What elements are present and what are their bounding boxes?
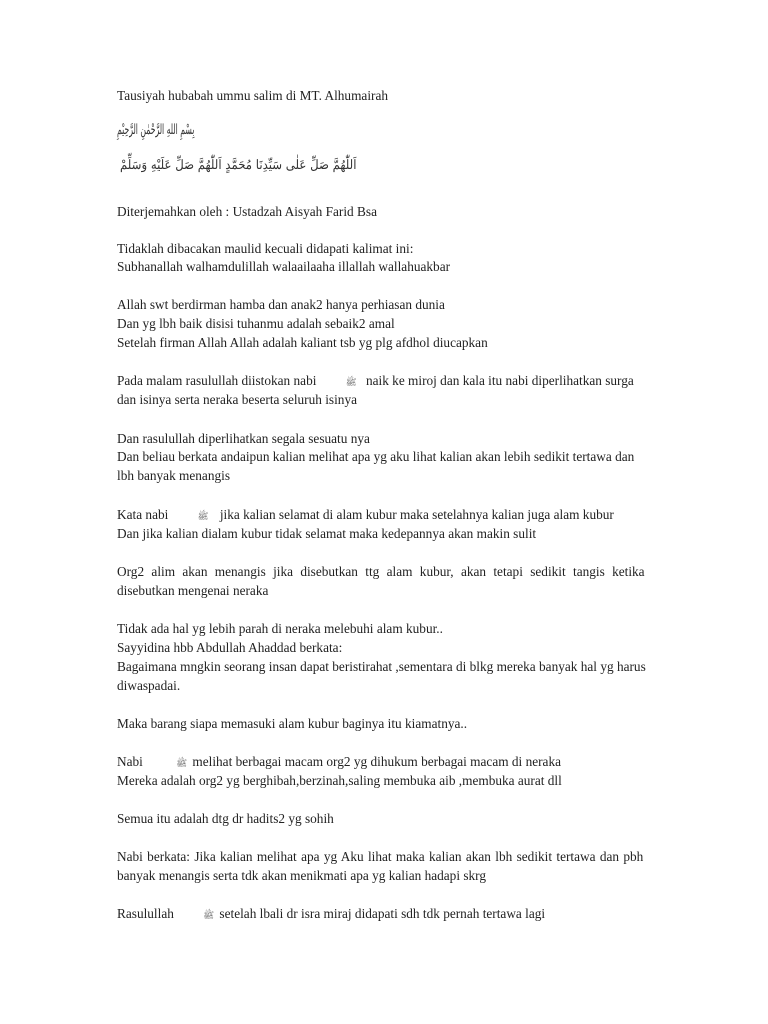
paragraph-line xyxy=(117,372,655,392)
document-title: Tausiyah hubabah ummu salim di MT. Alhumairah xyxy=(117,88,388,103)
paragraph-line: banyak menangis serta tdk akan menikmati apa yg kalian hadapi skrg xyxy=(117,868,487,883)
saw-symbol-icon: ﷺ xyxy=(197,512,209,522)
paragraph-line: Setelah firman Allah Allah adalah kaliant tsb yg plg afdhol diucapkan xyxy=(117,335,488,350)
paragraph-text: Kata nabi xyxy=(117,507,169,522)
paragraph-line: Org2 alim akan menangis jika disebutkan ttg alam kubur, akan tetapi sedikit tangis ketika xyxy=(117,564,645,579)
paragraph-text: melihat berbagai macam org2 yg dihukum berbagai macam di neraka xyxy=(192,754,561,769)
paragraph-line: Mereka adalah org2 yg berghibah,berzinah,saling membuka aib ,membuka aurat dll xyxy=(117,773,562,788)
paragraph-line: Subhanallah walhamdulillah walaailaaha illallah wallahuakbar xyxy=(117,259,451,274)
paragraph-text: jika kalian selamat di alam kubur maka setelahnya kalian juga alam kubur xyxy=(219,507,614,522)
saw-symbol-icon: ﷺ xyxy=(203,911,215,921)
paragraph-line xyxy=(117,506,614,526)
paragraph-line: Tidak ada hal yg lebih parah di neraka melebuhi alam kubur.. xyxy=(117,621,443,636)
paragraph-line: Tidaklah dibacakan maulid kecuali didapati kalimat ini: xyxy=(117,241,414,256)
paragraph-line xyxy=(117,905,545,925)
paragraph-text: Pada malam rasulullah diistokan nabi xyxy=(117,373,317,388)
paragraph-line: Dan rasulullah diperlihatkan segala sesuatu nya xyxy=(117,431,370,446)
paragraph-line: diwaspadai. xyxy=(117,678,181,693)
paragraph-line: Bagaimana mngkin seorang insan dapat beristirahat ,sementara di blkg mereka banyak hal yg harus xyxy=(117,659,646,674)
paragraph-text: Rasulullah xyxy=(117,906,174,921)
paragraph-line: Dan yg lbh baik disisi tuhanmu adalah sebaik2 amal xyxy=(117,316,395,331)
paragraph-line: lbh banyak menangis xyxy=(117,468,230,483)
paragraph-line: Semua itu adalah dtg dr hadits2 yg sohih xyxy=(117,811,334,826)
saw-symbol-icon: ﷺ xyxy=(345,378,357,388)
paragraph-line: Allah swt berdirman hamba dan anak2 hanya perhiasan dunia xyxy=(117,297,445,312)
paragraph-line: Sayyidina hbb Abdullah Ahaddad berkata: xyxy=(117,640,343,655)
paragraph-line: Dan beliau berkata andaipun kalian melihat apa yg aku lihat kalian akan lebih sedikit tertawa dan xyxy=(117,449,635,464)
basmalah-calligraphy: بِسْمِ اللهِ الرَّحْمٰنِ الرَّحِيْمِ xyxy=(117,122,195,138)
paragraph-line: Dan jika kalian dialam kubur tidak selamat maka kedepannya akan makin sulit xyxy=(117,526,537,541)
paragraph-line: dan isinya serta neraka beserta seluruh isinya xyxy=(117,392,357,407)
paragraph-line: disebutkan mengenai neraka xyxy=(117,583,269,598)
saw-symbol-icon: ﷺ xyxy=(176,759,188,769)
paragraph-line: Nabi berkata: Jika kalian melihat apa yg Aku lihat maka kalian akan lbh sedikit tertawa dan pbh xyxy=(117,849,644,864)
paragraph-text: naik ke miroj dan kala itu nabi diperlihatkan surga xyxy=(365,373,634,388)
paragraph-text: setelah lbali dr isra miraj didapati sdh tdk pernah tertawa lagi xyxy=(219,906,546,921)
paragraph-text: Nabi xyxy=(117,754,143,769)
paragraph-line xyxy=(117,753,561,773)
shalawat-line: اَللّٰهُمَّ صَلِّ عَلٰى سَيِّدِنَا مُحَمَّدٍ اَللّٰهُمَّ صَلِّ عَلَيْهِ وَسَلِّمْ xyxy=(120,158,357,173)
translator-line: Diterjemahkan oleh : Ustadzah Aisyah Farid Bsa xyxy=(117,204,377,219)
paragraph-line: Maka barang siapa memasuki alam kubur baginya itu kiamatnya.. xyxy=(117,716,468,731)
